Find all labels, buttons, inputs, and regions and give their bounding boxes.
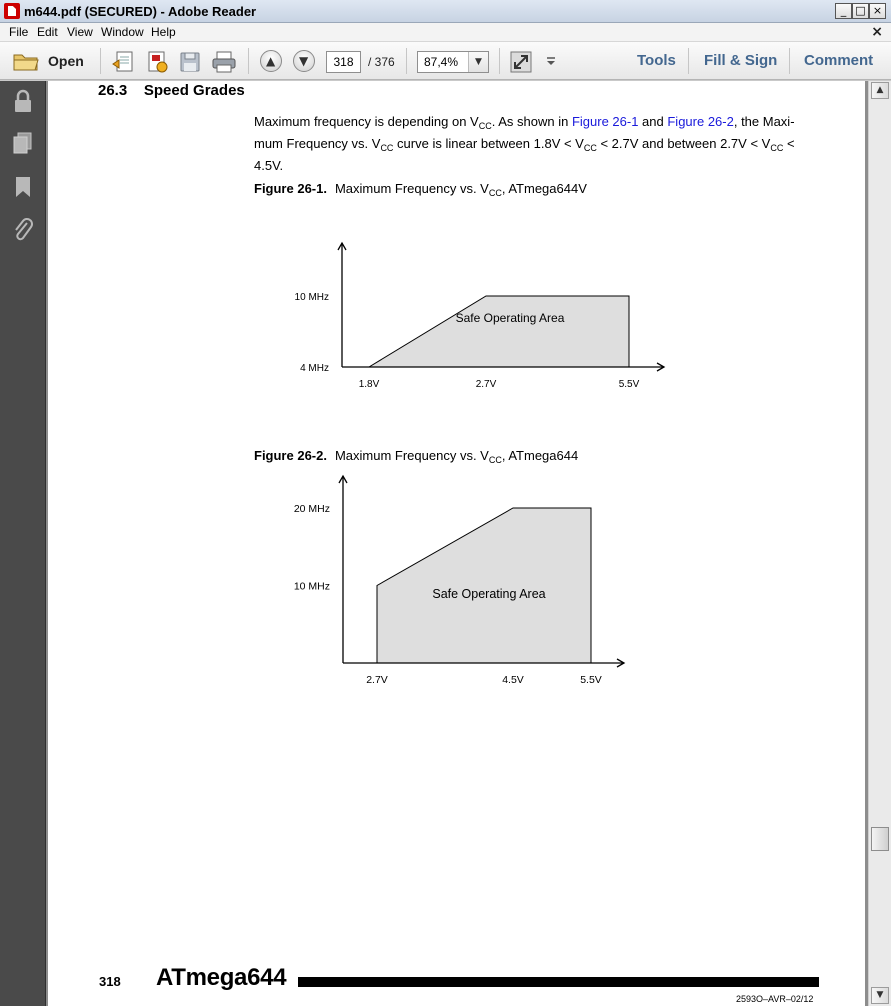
zoom-value: 87,4% [424, 55, 459, 69]
section-heading [98, 82, 245, 99]
x-tick-label: 4.5V [502, 674, 524, 686]
bookmark-icon[interactable] [11, 175, 35, 201]
document-viewport[interactable] [46, 81, 868, 1006]
section-number: 26.3 [98, 82, 128, 99]
y-tick-label: 10 MHz [294, 292, 329, 303]
customize-toolbar-icon[interactable] [545, 56, 557, 68]
open-folder-icon[interactable] [12, 50, 40, 72]
save-icon[interactable] [178, 50, 202, 74]
close-window-button[interactable]: × [869, 3, 886, 19]
menu-help[interactable]: Help [151, 25, 176, 39]
title-bar [0, 0, 891, 23]
x-tick-label: 2.7V [475, 379, 497, 390]
menu-file[interactable]: File [9, 25, 29, 39]
full-screen-icon[interactable] [509, 50, 533, 74]
area-annotation: Safe Operating Area [432, 587, 546, 601]
figure-26-2-link[interactable]: Figure 26-2 [667, 114, 734, 129]
x-tick-label: 2.7V [366, 674, 388, 686]
scroll-up-button[interactable]: ▲ [871, 82, 889, 99]
y-tick-label: 20 MHz [293, 503, 330, 515]
lock-icon[interactable] [11, 89, 35, 115]
toolbar [0, 42, 891, 80]
tools-pane-link[interactable]: Tools [637, 52, 676, 69]
pdf-page [48, 81, 865, 1006]
comment-pane-link[interactable]: Comment [804, 52, 874, 69]
intro-paragraph: Maximum frequency is depending on $V_{CC}$. As shown in Figure 26-1 and Figure 26-2, the Maxi-mum Frequency vs. $V_{CC}$ curve is linear between $1.8V < V_{CC} < 2.7V$ and between $2.7V < V_{CC} < 4.5V$. [254, 114, 795, 173]
arrow-up-icon: ▲ [266, 54, 276, 68]
menu-bar [0, 23, 891, 42]
vertical-scrollbar[interactable] [868, 81, 891, 1006]
x-tick-label: 5.5V [580, 674, 602, 686]
arrow-down-icon: ▼ [299, 54, 309, 68]
previous-page-button[interactable] [260, 50, 282, 72]
page-number-input[interactable]: 318 [326, 51, 361, 73]
chart-figure-26-2 [278, 466, 678, 696]
footer-page-number: 318 [99, 974, 121, 989]
create-pdf-icon[interactable] [112, 50, 138, 74]
y-tick-label: 4 MHz [300, 363, 329, 374]
footer-doc-title: ATmega644 [156, 964, 287, 991]
next-page-button[interactable] [293, 50, 315, 72]
open-button[interactable]: Open [48, 53, 84, 69]
footer-doc-code: 2593O–AVR–02/12 [736, 994, 814, 1004]
chart-figure-26-1 [278, 231, 678, 401]
x-tick-label: 5.5V [618, 379, 640, 390]
figure-26-1-link[interactable]: Figure 26-1 [571, 114, 639, 129]
safe-operating-area [377, 508, 591, 663]
section-title: Speed Grades [143, 82, 245, 99]
menu-view[interactable]: View [67, 25, 93, 39]
chevron-down-icon[interactable]: ▼ [468, 52, 488, 72]
area-annotation: Safe Operating Area [455, 311, 565, 325]
x-tick-label: 1.8V [358, 379, 380, 390]
zoom-select[interactable] [417, 51, 489, 73]
navigation-pane [0, 81, 46, 1006]
print-icon[interactable] [211, 50, 237, 74]
menu-window[interactable]: Window [101, 25, 144, 39]
adobe-reader-icon [4, 3, 20, 19]
fill-sign-pane-link[interactable]: Fill & Sign [704, 52, 778, 69]
scroll-thumb[interactable] [871, 827, 889, 851]
close-document-icon[interactable]: × [871, 24, 883, 40]
maximize-button[interactable]: □ [852, 3, 869, 19]
attachment-icon[interactable] [11, 217, 35, 245]
pages-icon[interactable] [11, 131, 35, 157]
minimize-button[interactable]: _ [835, 3, 852, 19]
page-total: / 376 [368, 55, 395, 69]
footer-rule [298, 977, 819, 987]
window-title: m644.pdf (SECURED) - Adobe Reader [24, 4, 257, 19]
y-tick-label: 10 MHz [293, 580, 330, 593]
figure-2-caption: Figure 26-2. Maximum Frequency vs. $V_{CC}$, ATmega644 [254, 448, 579, 465]
safe-operating-area [369, 296, 629, 367]
scroll-down-button[interactable]: ▼ [871, 987, 889, 1004]
figure-1-caption: Figure 26-1. Maximum Frequency vs. $V_{CC}$, ATmega644V [254, 181, 587, 198]
export-pdf-icon[interactable] [145, 50, 171, 74]
menu-edit[interactable]: Edit [37, 25, 58, 39]
